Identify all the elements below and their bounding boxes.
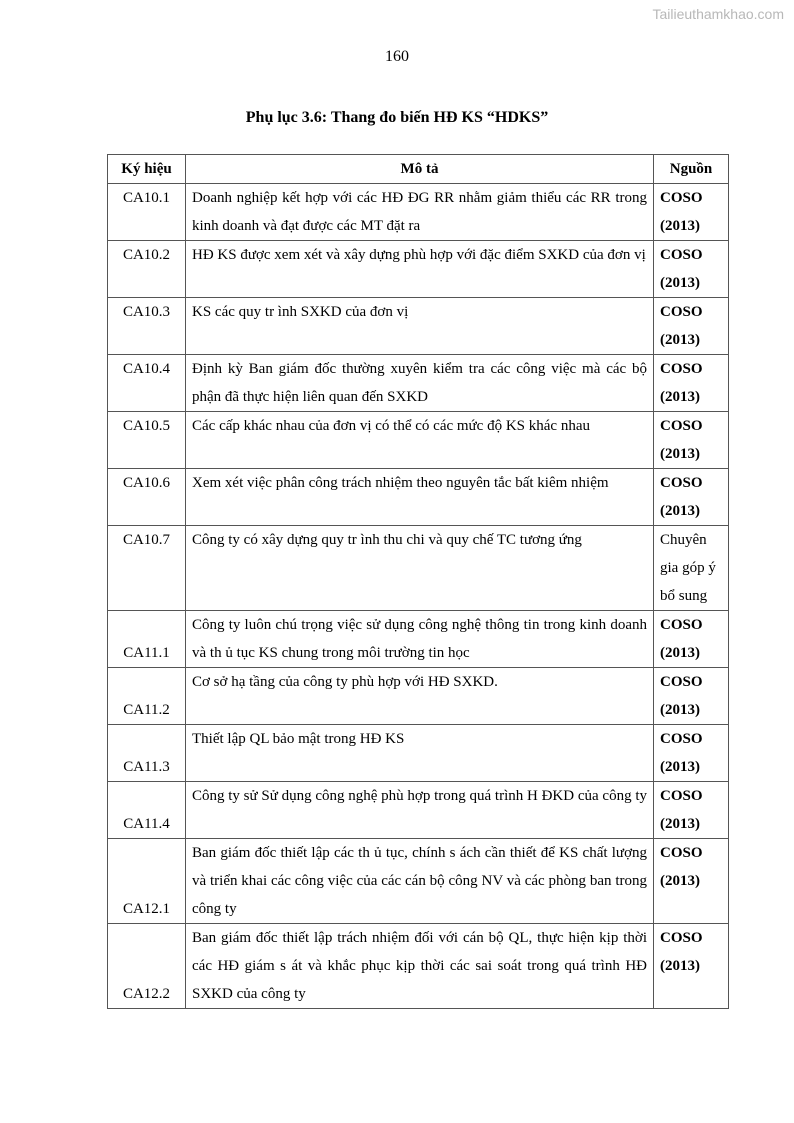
row-description: Xem xét việc phân công trách nhiệm theo nguyên tắc bất kiêm nhiệm — [186, 469, 654, 526]
row-source: COSO (2013) — [654, 668, 729, 725]
row-code: CA12.2 — [108, 924, 186, 1009]
row-code: CA11.2 — [108, 668, 186, 725]
row-source: COSO (2013) — [654, 355, 729, 412]
row-source: COSO (2013) — [654, 241, 729, 298]
header-description: Mô tả — [186, 155, 654, 184]
row-source: COSO (2013) — [654, 611, 729, 668]
row-description: Ban giám đốc thiết lập trách nhiệm đối với cán bộ QL, thực hiện kịp thời các HĐ giám s át và khắc phục kịp thời các sai soát trong quá trình HĐ SXKD của công ty — [186, 924, 654, 1009]
row-code: CA12.1 — [108, 839, 186, 924]
table-row — [108, 184, 729, 241]
row-source: COSO (2013) — [654, 839, 729, 924]
row-description: HĐ KS được xem xét và xây dựng phù hợp với đặc điểm SXKD của đơn vị — [186, 241, 654, 298]
table-row — [108, 611, 729, 668]
row-code: CA10.6 — [108, 469, 186, 526]
row-description: KS các quy tr ình SXKD của đơn vị — [186, 298, 654, 355]
row-description: Cơ sở hạ tầng của công ty phù hợp với HĐ SXKD. — [186, 668, 654, 725]
table-row — [108, 412, 729, 469]
row-description: Công ty sử Sử dụng công nghệ phù hợp trong quá trình H ĐKD của công ty — [186, 782, 654, 839]
row-source: COSO (2013) — [654, 412, 729, 469]
row-description: Thiết lập QL bảo mật trong HĐ KS — [186, 725, 654, 782]
row-code: CA11.3 — [108, 725, 186, 782]
table-row — [108, 725, 729, 782]
row-description: Công ty có xây dựng quy tr ình thu chi và quy chế TC tương ứng — [186, 526, 654, 611]
watermark: Tailieuthamkhao.com — [652, 6, 784, 22]
table-row — [108, 469, 729, 526]
row-source: COSO (2013) — [654, 469, 729, 526]
row-source: COSO (2013) — [654, 298, 729, 355]
row-description: Các cấp khác nhau của đơn vị có thể có các mức độ KS khác nhau — [186, 412, 654, 469]
row-code: CA11.4 — [108, 782, 186, 839]
row-description: Định kỳ Ban giám đốc thường xuyên kiểm tra các công việc mà các bộ phận đã thực hiện liên quan đến SXKD — [186, 355, 654, 412]
row-code: CA10.1 — [108, 184, 186, 241]
row-source: COSO (2013) — [654, 782, 729, 839]
table-row — [108, 298, 729, 355]
row-description: Công ty luôn chú trọng việc sử dụng công nghệ thông tin trong kinh doanh và th ủ tục KS chung trong môi trường tin học — [186, 611, 654, 668]
header-code: Ký hiệu — [108, 155, 186, 184]
table-row — [108, 526, 729, 611]
table-row — [108, 924, 729, 1009]
table-caption: Phụ lục 3.6: Thang đo biến HĐ KS “HDKS” — [245, 109, 549, 126]
table-row — [108, 355, 729, 412]
table-row — [108, 668, 729, 725]
row-source: COSO (2013) — [654, 184, 729, 241]
row-source: COSO (2013) — [654, 725, 729, 782]
row-source: Chuyên gia góp ý bổ sung — [654, 526, 729, 611]
row-code: CA10.3 — [108, 298, 186, 355]
row-description: Ban giám đốc thiết lập các th ủ tục, chính s ách cần thiết để KS chất lượng và triển khai các công việc của các cán bộ công NV và các phòng ban trong công ty — [186, 839, 654, 924]
row-code: CA10.2 — [108, 241, 186, 298]
table-row — [108, 782, 729, 839]
header-source: Nguồn — [654, 155, 729, 184]
page-number: 160 — [385, 48, 409, 65]
scale-table — [107, 154, 729, 1009]
row-description: Doanh nghiệp kết hợp với các HĐ ĐG RR nhằm giảm thiểu các RR trong kinh doanh và đạt được các MT đặt ra — [186, 184, 654, 241]
row-source: COSO (2013) — [654, 924, 729, 1009]
row-code: CA10.7 — [108, 526, 186, 611]
row-code: CA10.5 — [108, 412, 186, 469]
table-header-row — [108, 155, 729, 184]
table-row — [108, 839, 729, 924]
table-row — [108, 241, 729, 298]
table-body — [108, 184, 729, 1009]
row-code: CA11.1 — [108, 611, 186, 668]
row-code: CA10.4 — [108, 355, 186, 412]
